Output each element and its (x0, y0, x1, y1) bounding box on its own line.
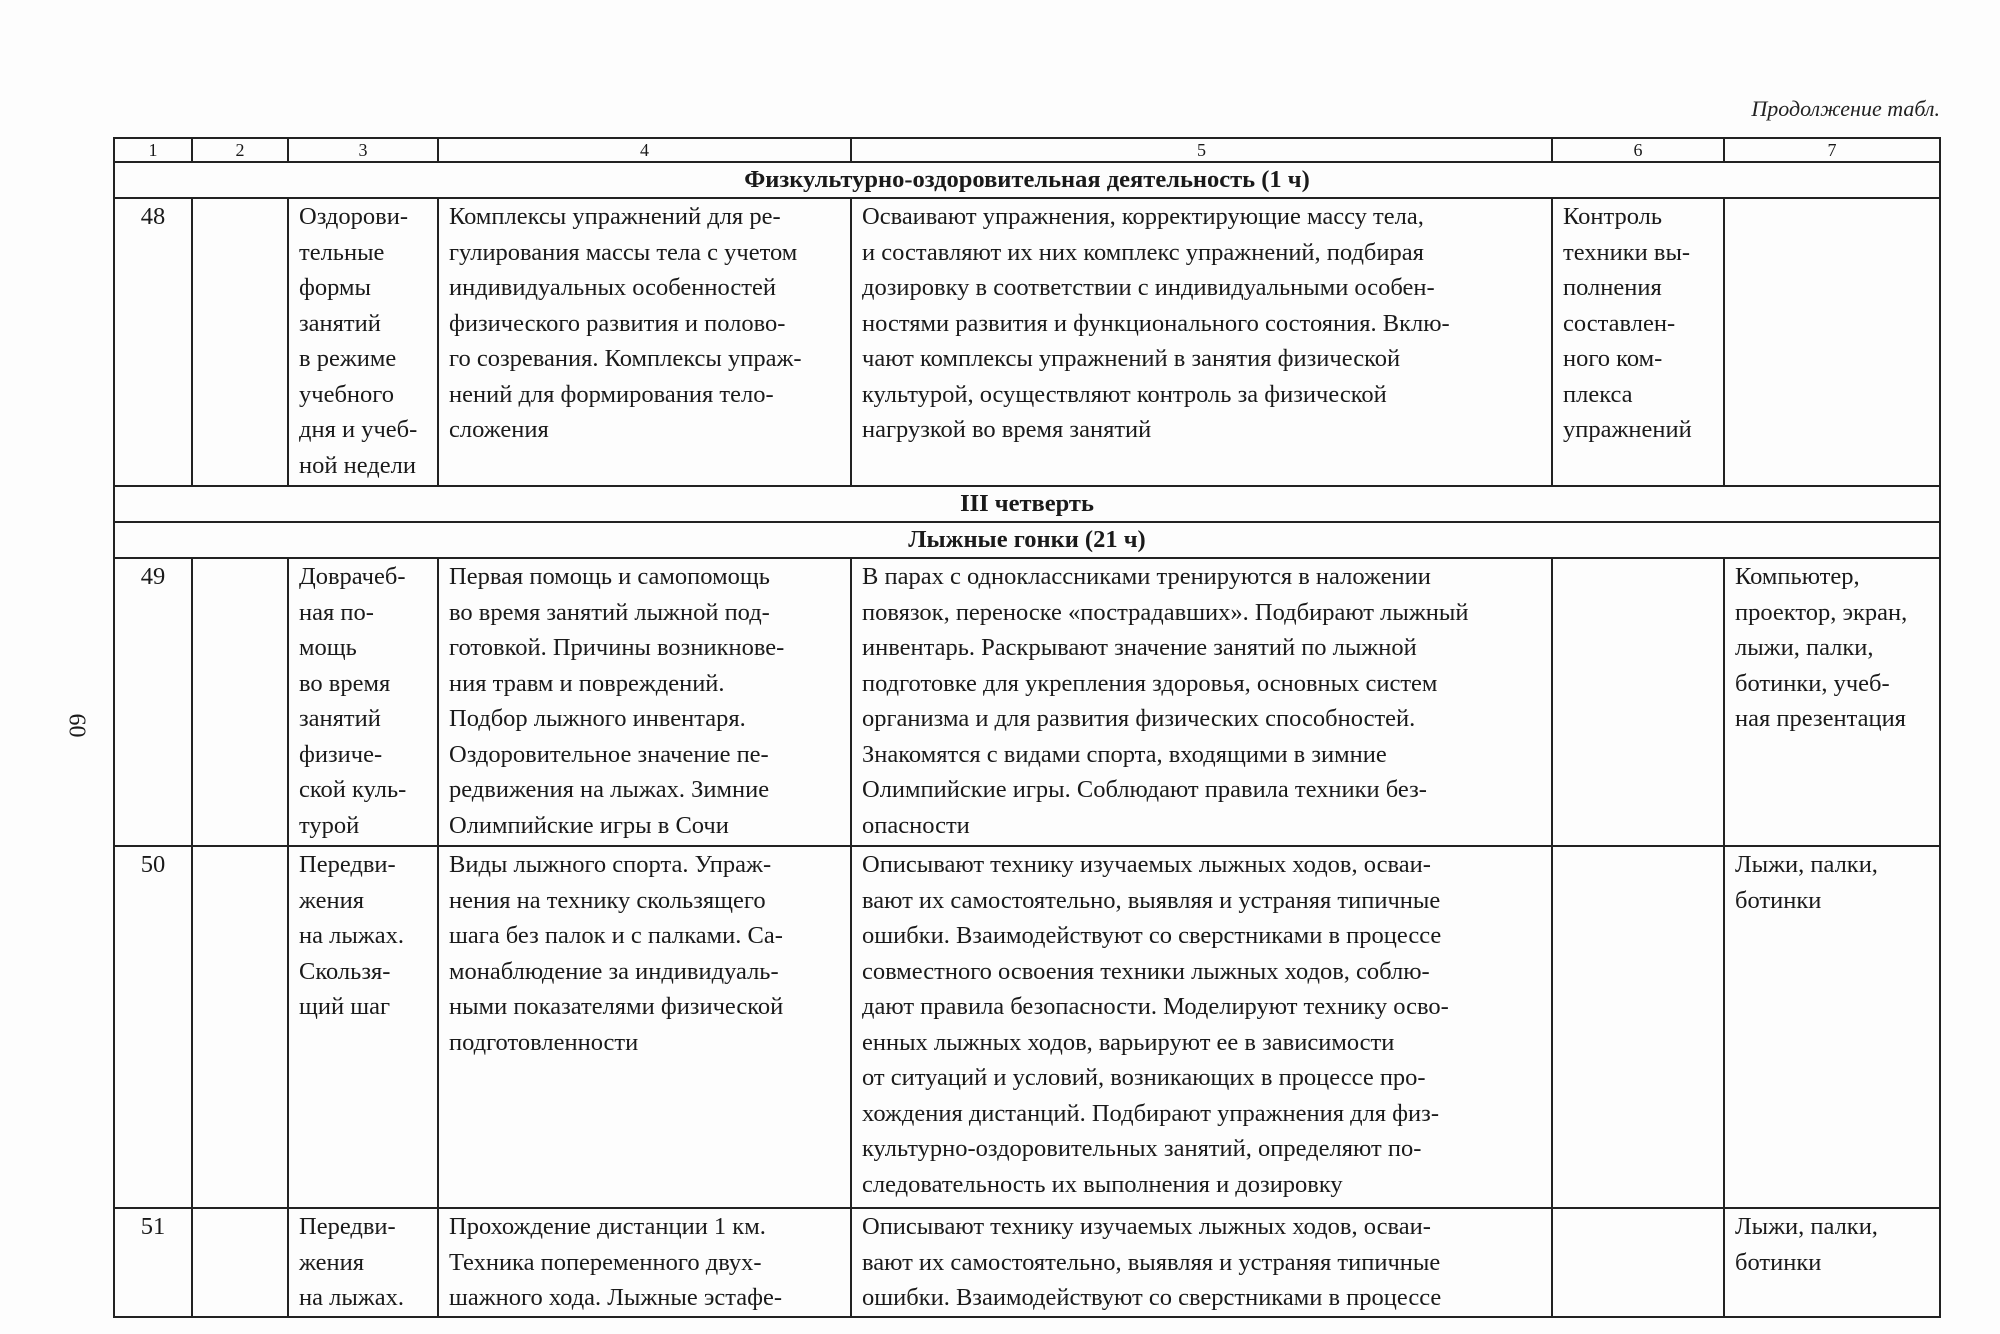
cell-line: чают комплексы упражнений в занятия физической (862, 345, 1401, 372)
cell-line: дозировку в соответствии с индивидуальными особен- (862, 274, 1435, 301)
cell-line: Первая помощь и самопомощь (449, 563, 770, 590)
cell-line: Оздорови- (299, 203, 408, 230)
student-activities (851, 198, 1552, 486)
lesson-date (192, 198, 288, 486)
cell-line: Описывают технику изучаемых лыжных ходов, осваи- (862, 1213, 1431, 1240)
student-activities (851, 1208, 1552, 1317)
cell-line: повязок, переноске «пострадавших». Подбирают лыжный (862, 598, 1469, 626)
lesson-date (192, 846, 288, 1208)
cell-line: занятий (299, 309, 381, 337)
cell-line: совместного освоения техники лыжных ходов, соблю- (862, 957, 1430, 985)
cell-line: ная по- (299, 598, 374, 626)
cell-line: культурно-оздоровительных занятий, определяют по- (862, 1135, 1422, 1162)
student-activities (851, 846, 1552, 1208)
cell-line: опасности (862, 811, 970, 839)
cell-line: мощь (299, 634, 357, 661)
cell-line: культурой, осуществляют контроль за физической (862, 380, 1387, 408)
table-row (114, 198, 1940, 486)
lesson-number: 50 (114, 846, 192, 1208)
cell-line: жения (299, 886, 364, 914)
cell-line: в режиме (299, 345, 397, 372)
table-continuation-label: Продолжение табл. (1751, 96, 1940, 121)
equipment (1724, 198, 1940, 486)
cell-line: монаблюдение за индивидуаль- (449, 957, 779, 985)
cell-line: учебного (299, 380, 394, 408)
column-number: 5 (851, 138, 1552, 162)
cell-line: енных лыжных ходов, варьируют ее в зависимости (862, 1028, 1395, 1056)
cell-line: проектор, экран, (1735, 598, 1908, 626)
table-row (114, 558, 1940, 846)
lesson-date (192, 1208, 288, 1317)
equipment (1724, 846, 1940, 1208)
cell-line: Подбор лыжного инвентаря. (449, 705, 746, 732)
cell-line: ностями развития и функционального состояния. Вклю- (862, 309, 1450, 337)
cell-line: ботинки, учеб- (1735, 669, 1890, 697)
cell-line: тельные (299, 238, 385, 266)
cell-line: следовательность их выполнения и дозировку (862, 1170, 1343, 1198)
cell-line: ской куль- (299, 776, 407, 803)
cell-line: индивидуальных особенностей (449, 274, 776, 301)
lesson-content (438, 558, 851, 846)
cell-line: сложения (449, 416, 549, 443)
cell-line: нений для формирования тело- (449, 380, 774, 408)
column-number: 2 (192, 138, 288, 162)
table-row (114, 846, 1940, 1208)
section-row-fitness (114, 162, 1940, 198)
lesson-topic (288, 558, 438, 846)
cell-line: Лыжи, палки, (1735, 851, 1878, 878)
section-title: Лыжные гонки (21 ч) (114, 522, 1940, 558)
curriculum-table (113, 137, 1941, 1318)
section-title: Физкультурно-оздоровительная деятельность (1 ч) (114, 162, 1940, 198)
cell-line: Олимпийские игры. Соблюдают правила техники без- (862, 776, 1427, 803)
cell-line: ного ком- (1563, 345, 1663, 372)
cell-line: гулирования массы тела с учетом (449, 238, 798, 266)
cell-line: редвижения на лыжах. Зимние (449, 776, 770, 803)
cell-line: ботинки (1735, 1248, 1822, 1276)
column-number: 7 (1724, 138, 1940, 162)
cell-line: полнения (1563, 274, 1662, 301)
equipment (1724, 558, 1940, 846)
column-number: 1 (114, 138, 192, 162)
column-number-row (114, 138, 1940, 162)
cell-line: составлен- (1563, 309, 1676, 337)
cell-line: вают их самостоятельно, выявляя и устраняя типичные (862, 886, 1441, 914)
control-type (1552, 846, 1724, 1208)
lesson-number: 49 (114, 558, 192, 846)
cell-line: шага без палок и с палками. Са- (449, 922, 783, 949)
cell-line: Осваивают упражнения, корректирующие массу тела, (862, 203, 1424, 230)
cell-line: турой (299, 811, 360, 839)
cell-line: занятий (299, 705, 381, 732)
cell-line: на лыжах. (299, 922, 404, 949)
section-row-quarter (114, 486, 1940, 522)
cell-line: ошибки. Взаимодействуют со сверстниками в процессе (862, 1284, 1442, 1311)
cell-line: В парах с одноклассниками тренируются в наложении (862, 563, 1431, 590)
cell-line: Описывают технику изучаемых лыжных ходов, осваи- (862, 851, 1431, 878)
cell-line: во время занятий лыжной под- (449, 598, 770, 626)
cell-line: вают их самостоятельно, выявляя и устраняя типичные (862, 1248, 1441, 1276)
cell-line: щий шаг (299, 993, 391, 1020)
cell-line: Контроль (1563, 203, 1663, 230)
cell-line: Техника попеременного двух- (449, 1248, 762, 1276)
cell-line: Олимпийские игры в Сочи (449, 811, 729, 839)
cell-line: Лыжи, палки, (1735, 1213, 1878, 1240)
cell-line: организма и для развития физических способностей. (862, 705, 1416, 732)
cell-line: Скользя- (299, 957, 391, 985)
control-type (1552, 198, 1724, 486)
lesson-topic (288, 846, 438, 1208)
lesson-content (438, 1208, 851, 1317)
equipment (1724, 1208, 1940, 1317)
table-row (114, 1208, 1940, 1317)
lesson-content (438, 846, 851, 1208)
cell-line: на лыжах. (299, 1284, 404, 1311)
cell-line: ными показателями физической (449, 993, 784, 1020)
lesson-number: 48 (114, 198, 192, 486)
cell-line: подготовленности (449, 1028, 639, 1056)
cell-line: Доврачеб- (299, 563, 406, 590)
cell-line: Комплексы упражнений для ре- (449, 203, 781, 230)
cell-line: физического развития и полово- (449, 309, 786, 337)
cell-line: хождения дистанций. Подбирают упражнения для физ- (862, 1099, 1440, 1127)
cell-line: Виды лыжного спорта. Упраж- (449, 851, 772, 878)
control-type (1552, 1208, 1724, 1317)
cell-line: жения (299, 1248, 364, 1276)
cell-line: ошибки. Взаимодействуют со сверстниками в процессе (862, 922, 1442, 949)
cell-line: техники вы- (1563, 238, 1691, 266)
cell-line: нагрузкой во время занятий (862, 416, 1152, 443)
cell-line: Передви- (299, 1213, 396, 1240)
cell-line: и составляют их них комплекс упражнений, подбирая (862, 238, 1424, 266)
cell-line: лыжи, палки, (1735, 634, 1874, 661)
cell-line: ния травм и повреждений. (449, 669, 725, 697)
cell-line: ботинки (1735, 886, 1822, 914)
lesson-number: 51 (114, 1208, 192, 1317)
column-number: 6 (1552, 138, 1724, 162)
cell-line: го созревания. Комплексы упраж- (449, 345, 802, 372)
cell-line: формы (299, 274, 371, 301)
control-type (1552, 558, 1724, 846)
column-number: 3 (288, 138, 438, 162)
cell-line: ная презентация (1735, 705, 1906, 732)
lesson-content (438, 198, 851, 486)
cell-line: готовкой. Причины возникнове- (449, 634, 785, 661)
section-row-skiing (114, 522, 1940, 558)
cell-line: Компьютер, (1735, 563, 1860, 590)
cell-line: подготовке для укрепления здоровья, основных систем (862, 669, 1438, 697)
cell-line: физиче- (299, 740, 383, 768)
cell-line: дня и учеб- (299, 416, 418, 443)
cell-line: плекса (1563, 380, 1633, 408)
lesson-date (192, 558, 288, 846)
column-number: 4 (438, 138, 851, 162)
page-number: 60 (63, 713, 90, 738)
cell-line: Знакомятся с видами спорта, входящими в зимние (862, 740, 1387, 768)
cell-line: инвентарь. Раскрывают значение занятий по лыжной (862, 634, 1417, 661)
cell-line: Оздоровительное значение пе- (449, 740, 769, 768)
cell-line: Прохождение дистанции 1 км. (449, 1213, 766, 1240)
cell-line: нения на технику скользящего (449, 886, 766, 914)
lesson-topic (288, 1208, 438, 1317)
cell-line: шажного хода. Лыжные эстафе- (449, 1284, 783, 1311)
cell-line: во время (299, 669, 391, 697)
cell-line: ной недели (299, 451, 416, 479)
cell-line: Передви- (299, 851, 396, 878)
lesson-topic (288, 198, 438, 486)
cell-line: упражнений (1563, 416, 1692, 443)
section-title: III четверть (114, 486, 1940, 522)
cell-line: дают правила безопасности. Моделируют технику осво- (862, 993, 1449, 1020)
student-activities (851, 558, 1552, 846)
cell-line: от ситуаций и условий, возникающих в процессе про- (862, 1064, 1426, 1091)
